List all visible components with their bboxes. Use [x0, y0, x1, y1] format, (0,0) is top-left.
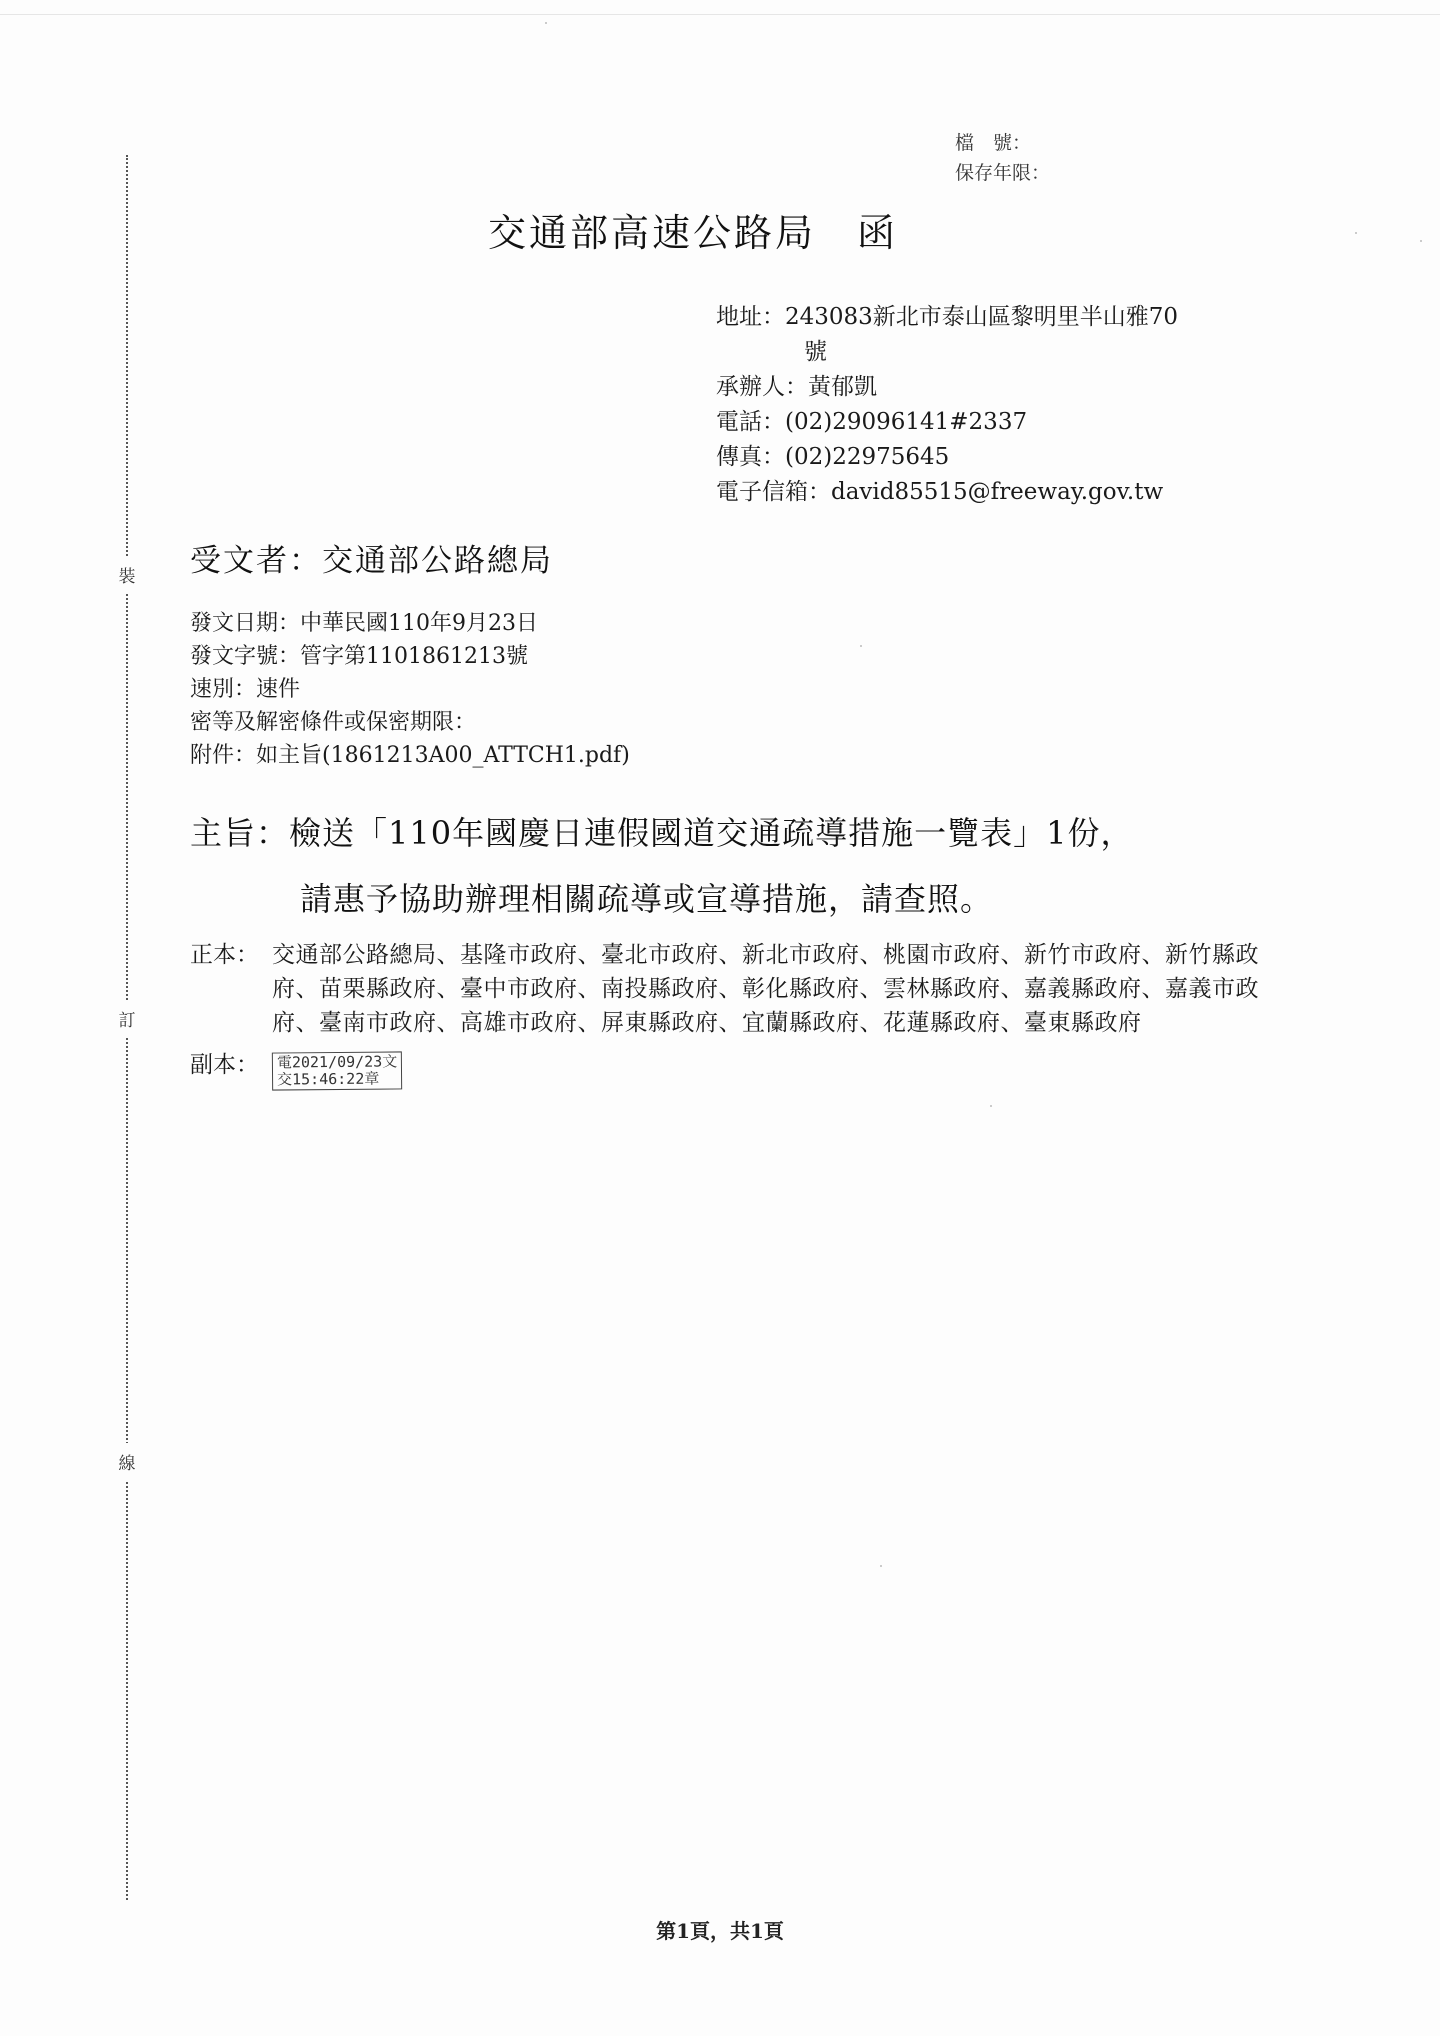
attachment-line: 附件：如主旨(1861213A00_ATTCH1.pdf)	[190, 743, 630, 768]
archive-number: 檔 號：	[955, 132, 1032, 154]
handler-line: 承辦人：黃郁凱	[716, 374, 877, 400]
secrecy-level: 密等及解密條件或保密期限：	[190, 710, 477, 735]
subject-line: 主旨：檢送「110年國慶日連假國道交通疏導措施一覽表」1份，	[190, 814, 1134, 852]
distribution-block	[190, 938, 1260, 1090]
binding-mark-ding: 訂	[112, 1000, 142, 1037]
retention-period: 保存年限：	[955, 162, 1051, 184]
page-number-footer: 第1頁，共1頁	[656, 1919, 784, 1943]
scan-speck	[880, 1565, 882, 1567]
document-title: 交通部高速公路局 函	[488, 211, 899, 255]
original-recipient-list: 交通部公路總局、基隆市政府、臺北市政府、新北市政府、桃園市政府、新竹市政府、新竹縣政府、苗栗縣政府、臺中市政府、南投縣政府、彰化縣政府、雲林縣政府、嘉義縣政府、嘉義市政府、臺南市政府、高雄市政府、屏東縣政府、宜蘭縣政府、花蓮縣政府、臺東縣政府	[272, 942, 1259, 1036]
scan-speck	[1420, 240, 1422, 242]
stamp-time-line: 交15:46:22章	[276, 1069, 380, 1089]
scan-edge-line	[0, 14, 1440, 15]
electronic-stamp	[272, 1051, 403, 1090]
scan-speck	[860, 645, 862, 647]
recipient-line: 受文者：交通部公路總局	[190, 543, 553, 579]
original-recipients	[190, 938, 1260, 1040]
file-meta	[955, 128, 1050, 188]
sender-contact-block	[716, 300, 1178, 510]
copy-label: 副本：	[190, 1052, 259, 1078]
fax-line: 傳真：(02)22975645	[716, 444, 950, 470]
email-line: 電子信箱：david85515@freeway.gov.tw	[716, 479, 1164, 505]
delivery-speed: 速別：速件	[190, 677, 301, 702]
binding-mark-xian: 線	[112, 1443, 142, 1480]
phone-line: 電話：(02)29096141#2337	[716, 409, 1028, 435]
scan-speck	[1355, 232, 1357, 234]
document-number: 發文字號：管字第1101861213號	[190, 644, 528, 669]
copy-recipients	[190, 1048, 1260, 1090]
address-line: 地址：243083新北市泰山區黎明里半山雅70	[716, 304, 1179, 330]
address-line-continued: 號	[804, 339, 827, 365]
subject-block	[190, 800, 1133, 932]
subject-line-continued: 請惠予協助辦理相關疏導或宣導措施，請查照。	[300, 880, 994, 918]
scan-speck	[545, 22, 547, 24]
scan-speck	[990, 1105, 992, 1107]
binding-mark-zhuang: 裝	[112, 556, 142, 593]
issue-date: 發文日期：中華民國110年9月23日	[190, 611, 538, 636]
stamp-date-line: 電2021/09/23文	[276, 1052, 398, 1072]
document-meta-block	[190, 607, 630, 772]
original-label: 正本：	[190, 942, 259, 968]
